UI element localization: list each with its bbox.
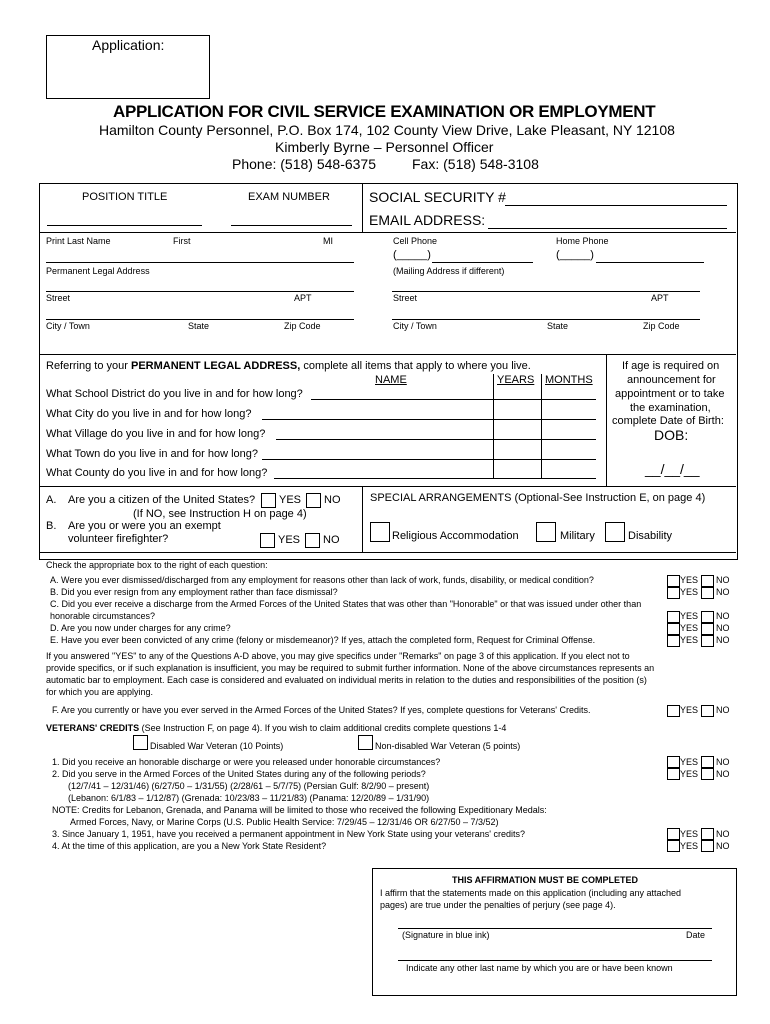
- permanent-address-line[interactable]: [46, 291, 354, 292]
- citizen-if-no: (If NO, see Instruction H on page 4): [133, 508, 307, 520]
- qd-no-checkbox[interactable]: [701, 623, 714, 635]
- non-disabled-veteran-label: Non-disabled War Veteran (5 points): [375, 741, 521, 751]
- divider: [40, 486, 736, 487]
- mailing-apt-label: APT: [651, 293, 669, 303]
- mailing-street-label: Street: [393, 293, 418, 303]
- divider: [40, 232, 736, 233]
- divider: [40, 354, 736, 355]
- dob-label: DOB:: [654, 427, 689, 443]
- firefighter-yes-label: YES: [278, 534, 301, 546]
- mailing-address-label: (Mailing Address if different): [393, 266, 505, 276]
- qe-no-checkbox[interactable]: [701, 635, 714, 647]
- question-c: C. Did you ever receive a discharge from the Armed Forces of the United States that was other than "Honorable" or that was issued under other than: [50, 599, 642, 609]
- vq1-yes-checkbox[interactable]: [667, 756, 680, 768]
- home-phone-label: Home Phone: [556, 236, 609, 246]
- credits-note: NOTE: Credits for Lebanon, Grenada, and Panama will be limited to those who received the following Expeditionary Medals:: [52, 805, 547, 815]
- dob-field[interactable]: __/__/__: [645, 461, 700, 477]
- citizen-no-checkbox[interactable]: [306, 493, 321, 508]
- special-arrangements-title: SPECIAL ARRANGEMENTS (Optional-See Instruction E, on page 4): [370, 492, 706, 504]
- residence-intro-post: complete all items that apply to where you live.: [300, 360, 531, 372]
- qd-yes-label: YES: [680, 623, 699, 633]
- vq2-yes-checkbox[interactable]: [667, 768, 680, 780]
- firefighter-letter-b: B.: [46, 520, 57, 532]
- signature-line[interactable]: [398, 928, 712, 929]
- zip-label: Zip Code: [284, 321, 321, 331]
- age-note: announcement for: [627, 374, 716, 386]
- age-note: the examination,: [630, 402, 711, 414]
- question-c-cont: honorable circumstances?: [50, 611, 156, 621]
- qb-no-label: NO: [716, 587, 730, 597]
- firefighter-yes-checkbox[interactable]: [260, 533, 275, 548]
- agency-fax: Fax: (518) 548-3108: [412, 156, 539, 172]
- middle-initial-label: MI: [323, 236, 333, 246]
- questions-intro: Check the appropriate box to the right of each question:: [46, 560, 268, 570]
- email-label: EMAIL ADDRESS:: [369, 212, 486, 228]
- vq4-yes-label: YES: [680, 841, 699, 851]
- vq3-no-label: NO: [716, 829, 730, 839]
- city-field[interactable]: [262, 419, 596, 420]
- mailing-city-label: City / Town: [393, 321, 437, 331]
- mailing-address-line[interactable]: [392, 291, 700, 292]
- last-name-label: Print Last Name: [46, 236, 111, 246]
- vq2-no-checkbox[interactable]: [701, 768, 714, 780]
- qf-no-label: NO: [716, 705, 730, 715]
- veterans-credits-heading: [46, 723, 506, 733]
- home-phone-field[interactable]: [596, 262, 704, 263]
- religious-checkbox[interactable]: [370, 522, 390, 542]
- school-district-field[interactable]: [311, 399, 596, 400]
- permanent-address-label: Permanent Legal Address: [46, 266, 150, 276]
- q-county: What County do you live in and for how long?: [46, 467, 268, 479]
- first-name-label: First: [173, 236, 191, 246]
- veterans-credits-title: VETERANS' CREDITS: [46, 723, 140, 733]
- town-field[interactable]: [262, 459, 596, 460]
- question-f: F. Are you currently or have you ever served in the Armed Forces of the United States? If yes, complete questions for Veterans' Credits.: [52, 705, 591, 715]
- question-b: B. Did you ever resign from any employment rather than face dismissal?: [50, 587, 338, 597]
- qa-yes-label: YES: [680, 575, 699, 585]
- vq3-no-checkbox[interactable]: [701, 828, 714, 840]
- city-label: City / Town: [46, 321, 90, 331]
- application-label: Application:: [92, 37, 165, 53]
- vq4-no-label: NO: [716, 841, 730, 851]
- agency-address: Hamilton County Personnel, P.O. Box 174, 102 County View Drive, Lake Pleasant, NY 12108: [99, 122, 675, 138]
- military-checkbox[interactable]: [536, 522, 556, 542]
- question-d: D. Are you now under charges for any crime?: [50, 623, 231, 633]
- ssn-label: SOCIAL SECURITY #: [369, 189, 506, 205]
- religious-label: Religious Accommodation: [392, 530, 519, 542]
- apt-label: APT: [294, 293, 312, 303]
- county-field[interactable]: [274, 478, 596, 479]
- question-a: A. Were you ever dismissed/discharged from any employment for reasons other than lack of work, funds, disability, or medical condition?: [50, 575, 594, 585]
- qe-no-label: NO: [716, 635, 730, 645]
- page-title: APPLICATION FOR CIVIL SERVICE EXAMINATION OR EMPLOYMENT: [113, 102, 656, 121]
- ssn-field[interactable]: [505, 205, 727, 206]
- affirmation-text: I affirm that the statements made on this application (including any attached: [380, 888, 682, 898]
- divider: [362, 486, 363, 552]
- mailing-zip-label: Zip Code: [643, 321, 680, 331]
- other-name-label: Indicate any other last name by which you are or have been known: [406, 963, 673, 973]
- military-label: Military: [560, 530, 595, 542]
- affirmation-text: pages) are true under the penalties of perjury (see page 4).: [380, 900, 616, 910]
- service-periods: (12/7/41 – 12/31/46) (6/27/50 – 1/31/55) (2/28/61 – 5/7/75) (Persian Gulf: 8/2/90 – present): [68, 781, 430, 791]
- veteran-question-3: 3. Since January 1, 1951, have you received a permanent appointment in New York State using your veterans' credits?: [52, 829, 526, 839]
- signature-label: (Signature in blue ink): [402, 930, 490, 940]
- vq1-no-checkbox[interactable]: [701, 756, 714, 768]
- cell-phone-area: (_____): [393, 249, 431, 261]
- col-name-header: NAME: [375, 374, 407, 386]
- cell-phone-field[interactable]: [432, 262, 533, 263]
- q-city: What City do you live in and for how long?: [46, 408, 252, 420]
- vq3-yes-label: YES: [680, 829, 699, 839]
- col-divider: [541, 374, 542, 478]
- age-note: appointment or to take: [615, 388, 725, 400]
- affirmation-title: THIS AFFIRMATION MUST BE COMPLETED: [452, 875, 638, 885]
- age-note: complete Date of Birth:: [612, 415, 724, 427]
- veteran-question-1: 1. Did you receive an honorable discharge or were you released under honorable circumstances?: [52, 757, 441, 767]
- qc-no-checkbox[interactable]: [701, 611, 714, 623]
- name-field[interactable]: [46, 262, 354, 263]
- qf-yes-label: YES: [680, 705, 699, 715]
- dob-divider: [606, 354, 607, 486]
- residence-intro-bold: PERMANENT LEGAL ADDRESS,: [130, 360, 301, 372]
- col-divider: [493, 374, 494, 478]
- qa-yes-checkbox[interactable]: [667, 575, 680, 587]
- mailing-state-label: State: [547, 321, 569, 331]
- qf-yes-checkbox[interactable]: [667, 705, 680, 717]
- qc-yes-label: YES: [680, 611, 699, 621]
- veteran-question-2: 2. Did you serve in the Armed Forces of the United States during any of the following periods?: [52, 769, 426, 779]
- col-months-header: MONTHS: [545, 374, 593, 386]
- remarks-note: If you answered "YES" to any of the Questions A-D above, you may give specifics under "Remarks" on page 3 of this application. If you elect not to: [46, 651, 630, 661]
- position-title-label: POSITION TITLE: [82, 191, 168, 203]
- col-years-header: YEARS: [497, 374, 535, 386]
- disability-checkbox[interactable]: [605, 522, 625, 542]
- qc-yes-checkbox[interactable]: [667, 611, 680, 623]
- vq2-yes-label: YES: [680, 769, 699, 779]
- qc-no-label: NO: [716, 611, 730, 621]
- disabled-veteran-label: Disabled War Veteran (10 Points): [150, 741, 284, 751]
- age-note: If age is required on: [622, 360, 720, 372]
- qd-yes-checkbox[interactable]: [667, 623, 680, 635]
- q-town: What Town do you live in and for how long?: [46, 448, 258, 460]
- remarks-note: provide specifics, or if such explanation is insufficient, you may be required to submit further information. None of the above circumstances represents an: [46, 663, 655, 673]
- non-disabled-veteran-checkbox[interactable]: [358, 735, 373, 750]
- vq2-no-label: NO: [716, 769, 730, 779]
- service-periods: (Lebanon: 6/1/83 – 1/12/87) (Grenada: 10/23/83 – 11/21/83) (Panama: 12/20/89 – 1/31/90): [68, 793, 430, 803]
- vq4-yes-checkbox[interactable]: [667, 840, 680, 852]
- qd-no-label: NO: [716, 623, 730, 633]
- vq3-yes-checkbox[interactable]: [667, 828, 680, 840]
- qb-yes-checkbox[interactable]: [667, 587, 680, 599]
- citizen-yes-label: YES: [279, 494, 302, 506]
- vq1-yes-label: YES: [680, 757, 699, 767]
- street-label: Street: [46, 293, 71, 303]
- date-label: Date: [686, 930, 706, 940]
- citizen-letter-a: A.: [46, 494, 57, 506]
- email-field[interactable]: [488, 228, 727, 229]
- firefighter-question-2: volunteer firefighter?: [68, 533, 169, 545]
- vq4-no-checkbox[interactable]: [701, 840, 714, 852]
- village-field[interactable]: [276, 439, 596, 440]
- veteran-question-4: 4. At the time of this application, are you a New York State Resident?: [52, 841, 327, 851]
- veterans-credits-rest: (See Instruction F, on page 4). If you wish to claim additional credits complete questions 1-4: [139, 723, 507, 733]
- cell-phone-label: Cell Phone: [393, 236, 438, 246]
- firefighter-question-1: Are you or were you an exempt: [68, 520, 221, 532]
- other-name-line[interactable]: [398, 960, 712, 961]
- position-title-field[interactable]: [47, 225, 202, 226]
- personnel-officer: Kimberly Byrne – Personnel Officer: [275, 139, 494, 155]
- firefighter-no-checkbox[interactable]: [305, 533, 320, 548]
- city-line[interactable]: [46, 319, 354, 320]
- qa-no-checkbox[interactable]: [701, 575, 714, 587]
- q-village: What Village do you live in and for how long?: [46, 428, 266, 440]
- q-school-district: What School District do you live in and for how long?: [46, 388, 303, 400]
- disability-label: Disability: [628, 530, 673, 542]
- citizen-question: Are you a citizen of the United States?: [68, 494, 256, 506]
- mailing-city-line[interactable]: [392, 319, 700, 320]
- home-phone-area: (_____): [556, 249, 594, 261]
- remarks-note: for which you are applying.: [46, 687, 154, 697]
- exam-number-label: EXAM NUMBER: [248, 191, 330, 203]
- qb-yes-label: YES: [680, 587, 699, 597]
- qe-yes-label: YES: [680, 635, 699, 645]
- firefighter-no-label: NO: [323, 534, 340, 546]
- remarks-note: automatic bar to employment. Each case is considered and evaluated on individual merits in relation to the duties and responsibilities of the position (s): [46, 675, 647, 685]
- citizen-no-label: NO: [324, 494, 341, 506]
- residence-intro: [46, 360, 531, 372]
- citizen-yes-checkbox[interactable]: [261, 493, 276, 508]
- state-label: State: [188, 321, 210, 331]
- qa-no-label: NO: [716, 575, 730, 585]
- divider: [40, 552, 736, 553]
- agency-phone: Phone: (518) 548-6375: [232, 156, 376, 172]
- residence-intro-pre: Referring to your: [46, 360, 131, 372]
- question-e: E. Have you ever been convicted of any crime (felony or misdemeanor)? If yes, attach the completed form, Request for Criminal Offense.: [50, 635, 596, 645]
- credits-note: Armed Forces, Navy, or Marine Corps (U.S. Public Health Service: 7/29/45 – 12/31/46 OR 6/27/50 – 7/3/52): [70, 817, 499, 827]
- qb-no-checkbox[interactable]: [701, 587, 714, 599]
- qe-yes-checkbox[interactable]: [667, 635, 680, 647]
- vq1-no-label: NO: [716, 757, 730, 767]
- disabled-veteran-checkbox[interactable]: [133, 735, 148, 750]
- divider: [362, 184, 363, 232]
- exam-number-field[interactable]: [231, 225, 352, 226]
- qf-no-checkbox[interactable]: [701, 705, 714, 717]
